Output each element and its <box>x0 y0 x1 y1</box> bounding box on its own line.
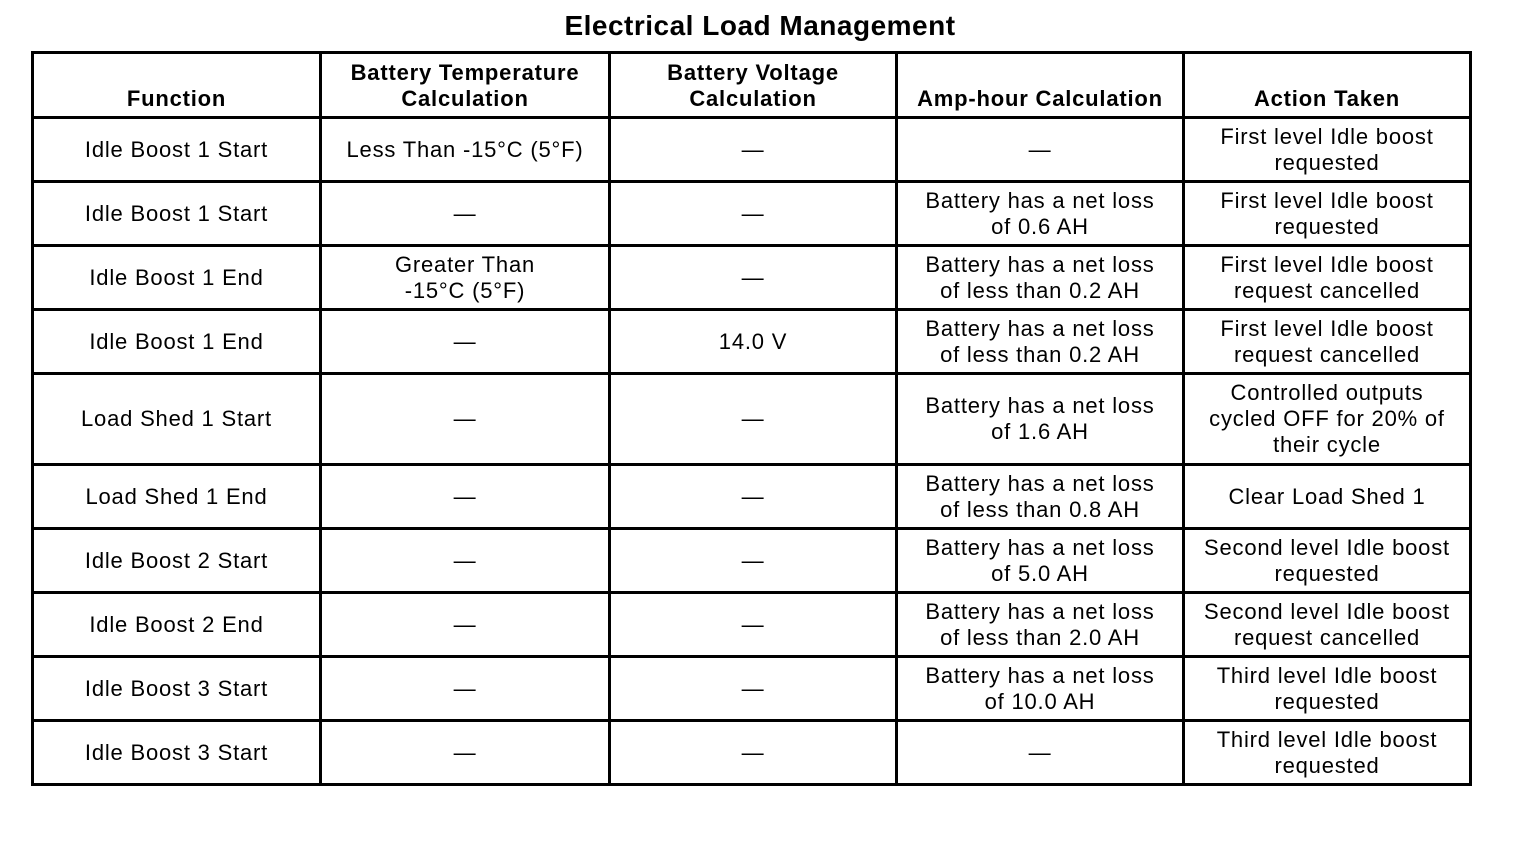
cell-battery-temperature: — <box>321 374 610 465</box>
cell-amp-hour: — <box>897 118 1184 182</box>
table-row <box>33 465 1471 529</box>
table-row <box>33 593 1471 657</box>
cell-battery-temperature: — <box>321 465 610 529</box>
cell-action-taken: Second level Idle boost request cancelled <box>1184 593 1471 657</box>
cell-function: Idle Boost 3 Start <box>33 657 321 721</box>
cell-function: Idle Boost 1 End <box>33 310 321 374</box>
header-amp-hour: Amp-hour Calculation <box>897 53 1184 118</box>
cell-battery-temperature: — <box>321 593 610 657</box>
load-management-table <box>31 51 1472 786</box>
cell-battery-voltage: — <box>610 657 897 721</box>
cell-amp-hour: Battery has a net loss of 5.0 AH <box>897 529 1184 593</box>
table-row <box>33 721 1471 785</box>
cell-amp-hour: Battery has a net loss of less than 2.0 AH <box>897 593 1184 657</box>
cell-battery-temperature: — <box>321 657 610 721</box>
table-row <box>33 374 1471 465</box>
cell-battery-voltage: — <box>610 593 897 657</box>
header-row <box>33 53 1471 118</box>
cell-action-taken: Third level Idle boost requested <box>1184 657 1471 721</box>
cell-battery-temperature: — <box>321 721 610 785</box>
header-action-taken: Action Taken <box>1184 53 1471 118</box>
cell-battery-voltage: — <box>610 721 897 785</box>
cell-battery-temperature: — <box>321 310 610 374</box>
table-row <box>33 310 1471 374</box>
cell-action-taken: Second level Idle boost requested <box>1184 529 1471 593</box>
header-function: Function <box>33 53 321 118</box>
cell-amp-hour: Battery has a net loss of less than 0.2 AH <box>897 246 1184 310</box>
cell-function: Idle Boost 1 End <box>33 246 321 310</box>
header-battery-voltage: Battery Voltage Calculation <box>610 53 897 118</box>
cell-amp-hour: Battery has a net loss of 1.6 AH <box>897 374 1184 465</box>
cell-action-taken: First level Idle boost requested <box>1184 182 1471 246</box>
cell-action-taken: First level Idle boost request cancelled <box>1184 246 1471 310</box>
cell-action-taken: Clear Load Shed 1 <box>1184 465 1471 529</box>
table-title: Electrical Load Management <box>564 10 956 41</box>
table-row <box>33 529 1471 593</box>
cell-function: Load Shed 1 Start <box>33 374 321 465</box>
header-battery-temperature: Battery Temperature Calculation <box>321 53 610 118</box>
cell-function: Idle Boost 2 End <box>33 593 321 657</box>
cell-amp-hour: Battery has a net loss of 10.0 AH <box>897 657 1184 721</box>
cell-action-taken: First level Idle boost request cancelled <box>1184 310 1471 374</box>
cell-battery-temperature: — <box>321 529 610 593</box>
cell-action-taken: First level Idle boost requested <box>1184 118 1471 182</box>
cell-battery-temperature: Greater Than -15°C (5°F) <box>321 246 610 310</box>
cell-battery-voltage: — <box>610 529 897 593</box>
table-row <box>33 182 1471 246</box>
cell-action-taken: Controlled outputs cycled OFF for 20% of their cycle <box>1184 374 1471 465</box>
cell-battery-voltage: — <box>610 118 897 182</box>
table-row <box>33 657 1471 721</box>
cell-function: Idle Boost 3 Start <box>33 721 321 785</box>
cell-amp-hour: — <box>897 721 1184 785</box>
cell-battery-voltage: — <box>610 374 897 465</box>
table-row <box>33 118 1471 182</box>
cell-function: Idle Boost 1 Start <box>33 182 321 246</box>
cell-battery-temperature: Less Than -15°C (5°F) <box>321 118 610 182</box>
cell-action-taken: Third level Idle boost requested <box>1184 721 1471 785</box>
cell-battery-temperature: — <box>321 182 610 246</box>
cell-battery-voltage: — <box>610 246 897 310</box>
cell-amp-hour: Battery has a net loss of 0.6 AH <box>897 182 1184 246</box>
cell-amp-hour: Battery has a net loss of less than 0.2 AH <box>897 310 1184 374</box>
cell-amp-hour: Battery has a net loss of less than 0.8 AH <box>897 465 1184 529</box>
cell-function: Idle Boost 1 Start <box>33 118 321 182</box>
table-row <box>33 246 1471 310</box>
cell-battery-voltage: 14.0 V <box>610 310 897 374</box>
cell-function: Load Shed 1 End <box>33 465 321 529</box>
cell-function: Idle Boost 2 Start <box>33 529 321 593</box>
cell-battery-voltage: — <box>610 465 897 529</box>
cell-battery-voltage: — <box>610 182 897 246</box>
